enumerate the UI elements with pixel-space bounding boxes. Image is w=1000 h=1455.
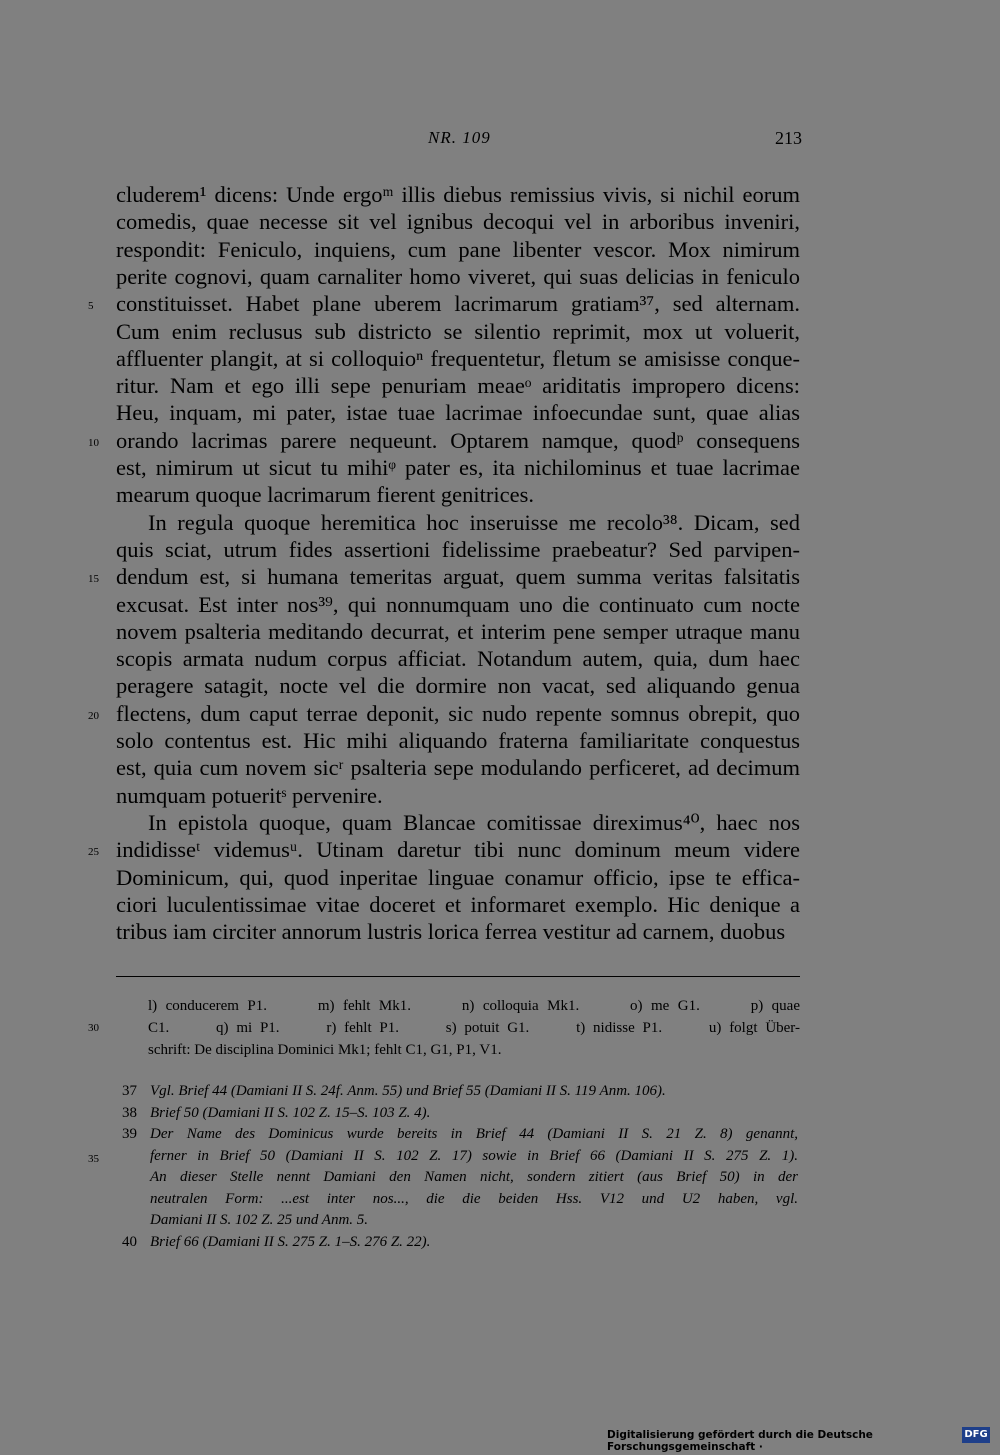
line-number: 5	[88, 300, 94, 313]
text-line: indidisseᵗ videmusᵘ. Utinam daretur tibi nunc dominum meum videre	[116, 837, 800, 863]
line-number: 20	[88, 709, 99, 722]
text-line: respondit: Feniculo, inquiens, cum pane libenter vescor. Mox nimirum	[116, 236, 800, 262]
footnote-separator	[116, 976, 800, 977]
apparatus-line: C1. q) mi P1. r) fehlt P1. s) potuit G1. t) nidisse P1. u) folgt Über-	[148, 1020, 800, 1036]
footnote-text: ferner in Brief 50 (Damiani II S. 102 Z. 17) sowie in Brief 66 (Damiani II S. 275 Z. 1).	[150, 1147, 798, 1164]
text-line: ciori luculentissimae vitae doceret et informaret exemplo. Hic denique a	[116, 891, 800, 917]
footnote-text: Brief 66 (Damiani II S. 275 Z. 1–S. 276 Z. 22).	[150, 1233, 431, 1250]
text-line: est, nimirum ut sicut tu mihiᵠ pater es, ita nichilominus et tuae lacrimae	[116, 455, 800, 480]
footnote-text: An dieser Stelle nennt Damiani den Namen nicht, sondern zitiert (aus Brief 50) in der	[150, 1169, 798, 1185]
line-number: 25	[88, 846, 99, 859]
text-line: scopis armata nudum corpus afficiat. Notandum autem, quia, dum haec	[116, 646, 800, 672]
footer-credit: Digitalisierung gefördert durch die Deutsche Forschungsgemeinschaft ·	[607, 1429, 873, 1453]
footnote-number: 38	[122, 1104, 137, 1121]
apparatus-line: l) conducerem P1. m) fehlt Mk1. n) colloquia Mk1. o) me G1. p) quae	[148, 998, 800, 1014]
apparatus-line: schrift: De disciplina Dominici Mk1; fehlt C1, G1, P1, V1.	[148, 1042, 502, 1058]
text-line: cluderem¹ dicens: Unde ergoᵐ illis diebus remissius vivis, si nichil eorum	[116, 182, 800, 207]
text-line: numquam potueritˢ pervenire.	[116, 782, 383, 808]
text-line: flectens, dum caput terrae deponit, sic nudo repente somnus obrepit, quo	[116, 700, 800, 726]
text-line: orando lacrimas parere nequeunt. Optarem namque, quodᵖ consequens	[116, 427, 800, 453]
running-title: NR. 109	[428, 128, 491, 147]
footnote-number: 40	[122, 1233, 137, 1250]
text-line: dendum est, si humana temeritas arguat, quem summa veritas falsitatis	[116, 564, 800, 590]
line-number: 35	[88, 1153, 99, 1165]
text-line: est, quia cum novem sicʳ psalteria sepe modulando perficeret, ad decimum	[116, 755, 800, 781]
footnote-number: 37	[122, 1083, 137, 1099]
text-line: solo contentus est. Hic mihi aliquando fraterna familiaritate conquestus	[116, 728, 800, 753]
page-number: 213	[775, 128, 802, 148]
footnote-text: Vgl. Brief 44 (Damiani II S. 24f. Anm. 55) und Brief 55 (Damiani II S. 119 Anm. 106).	[150, 1083, 666, 1099]
text-line: novem psalteria meditando decurrat, et interim pene semper utraque manu	[116, 618, 800, 644]
text-line: perite cognovi, quam carnaliter homo viveret, qui suas delicias in feniculo	[116, 263, 800, 289]
text-line: quis sciat, utrum fides assertioni fidelissime praebeatur? Sed parvipen-	[116, 536, 800, 562]
text-line: constituisset. Habet plane uberem lacrimarum gratiam³⁷, sed alternam.	[116, 291, 800, 317]
line-number: 15	[88, 573, 99, 586]
text-line: excusat. Est inter nos³⁹, qui nonnumquam uno die continuato cum nocte	[116, 591, 800, 617]
footnote-text: Brief 50 (Damiani II S. 102 Z. 15–S. 103 Z. 4).	[150, 1104, 431, 1121]
text-line: In epistola quoque, quam Blancae comitissae direximus⁴⁰, haec nos	[148, 809, 800, 835]
footnote-text: Damiani II S. 102 Z. 25 und Anm. 5.	[150, 1212, 369, 1228]
text-line: Heu, inquam, mi pater, istae tuae lacrimae infoecundae sunt, quae alias	[116, 400, 800, 426]
text-line: peragere satagit, nocte vel die dormire non vacat, sed aliquando genua	[116, 673, 800, 699]
text-line: ritur. Nam et ego illi sepe penuriam meaeᵒ ariditatis impropero dicens:	[116, 373, 800, 399]
line-number: 10	[88, 436, 99, 449]
footnote-text: neutralen Form: ...est inter nos..., die die beiden Hss. V12 und U2 haben, vgl.	[150, 1190, 798, 1207]
text-line: Cum enim reclusus sub districto se silentio reprimit, mox ut voluerit,	[116, 318, 800, 344]
text-line: mearum quoque lacrimarum fierent genitrices.	[116, 482, 534, 508]
dfg-logo: DFG	[962, 1427, 990, 1443]
text-line: comedis, quae necesse sit vel ignibus decoqui vel in arboribus inveniri,	[116, 209, 800, 235]
footnote-number: 39	[122, 1126, 137, 1142]
text-line: tribus iam circiter annorum lustris lorica ferrea vestitur ad carnem, duobus	[116, 919, 786, 945]
footnote-text: Der Name des Dominicus wurde bereits in Brief 44 (Damiani II S. 21 Z. 8) genannt,	[150, 1126, 798, 1142]
text-line: Dominicum, qui, quod inperitae linguae conamur officio, ipse te effica-	[116, 864, 800, 890]
text-line: affluenter plangit, at si colloquioⁿ frequentetur, fletum se amisisse conque-	[116, 345, 800, 371]
text-line: In regula quoque heremitica hoc inseruisse me recolo³⁸. Dicam, sed	[148, 509, 800, 535]
line-number: 30	[88, 1022, 99, 1034]
